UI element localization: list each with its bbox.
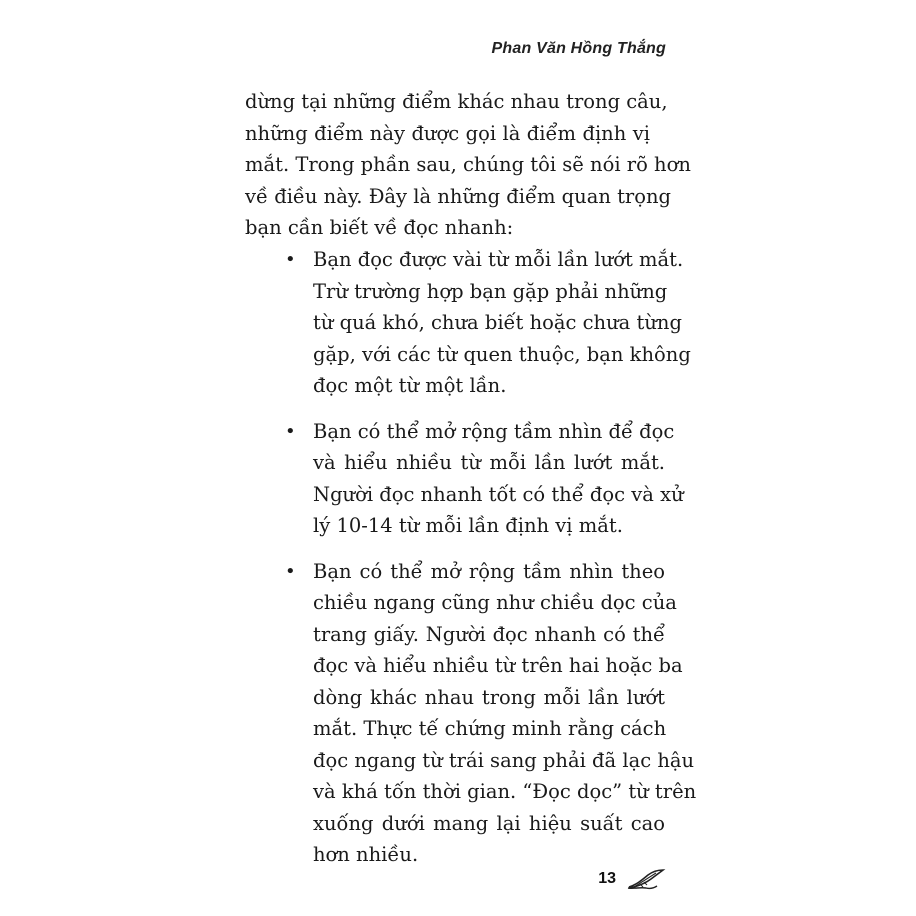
bullet-line: đọc ngang từ trái sang phải đã lạc hậu xyxy=(313,748,695,772)
page-footer xyxy=(598,868,666,890)
bullet-item xyxy=(285,244,691,402)
bullet-marker: • xyxy=(285,249,296,270)
bullet-line: và hiểu nhiều từ mỗi lần lướt mắt. xyxy=(313,451,665,474)
bullet-line: lý 10-14 từ mỗi lần định vị mắt. xyxy=(313,514,623,537)
bullet-line: từ quá khó, chưa biết hoặc chưa từng xyxy=(313,311,682,334)
intro-line: bạn cần biết về đọc nhanh: xyxy=(245,216,514,239)
bullet-line: Bạn có thể mở rộng tầm nhìn theo xyxy=(313,559,665,583)
quill-pen-icon xyxy=(626,868,666,890)
bullet-line: và khá tốn thời gian. “Đọc dọc” từ trên xyxy=(313,780,697,803)
bullet-marker: • xyxy=(285,560,296,582)
intro-paragraph xyxy=(245,86,691,244)
bullet-line: đọc và hiểu nhiều từ trên hai hoặc ba xyxy=(313,654,683,677)
bullet-line: trang giấy. Người đọc nhanh có thể xyxy=(313,622,665,646)
intro-line: dừng tại những điểm khác nhau trong câu, xyxy=(245,90,668,113)
bullet-line: Bạn có thể mở rộng tầm nhìn để đọc xyxy=(313,419,675,443)
intro-line: mắt. Trong phần sau, chúng tôi sẽ nói rõ hơn xyxy=(245,153,691,176)
bullet-item xyxy=(285,556,697,871)
intro-line: những điểm này được gọi là điểm định vị xyxy=(245,121,650,145)
bullet-line: gặp, với các từ quen thuộc, bạn không xyxy=(313,342,691,366)
intro-line: về điều này. Đây là những điểm quan trọng xyxy=(245,184,672,208)
bullet-list xyxy=(285,244,697,885)
bullet-marker: • xyxy=(285,420,296,442)
bullet-line: Người đọc nhanh tốt có thể đọc và xử xyxy=(313,482,684,506)
bullet-line: mắt. Thực tế chứng minh rằng cách xyxy=(313,717,667,740)
bullet-line: dòng khác nhau trong mỗi lần lướt xyxy=(313,685,665,709)
bullet-line: Bạn đọc được vài từ mỗi lần lướt mắt. xyxy=(313,248,684,271)
bullet-line: đọc một từ một lần. xyxy=(313,374,507,397)
bullet-item xyxy=(285,416,684,542)
running-head-author: Phan Văn Hồng Thắng xyxy=(491,40,666,57)
bullet-line: hơn nhiều. xyxy=(313,843,419,866)
page-number: 13 xyxy=(598,870,616,887)
bullet-line: xuống dưới mang lại hiệu suất cao xyxy=(313,811,665,835)
bullet-line: chiều ngang cũng như chiều dọc của xyxy=(313,591,677,614)
bullet-line: Trừ trường hợp bạn gặp phải những xyxy=(313,279,668,303)
